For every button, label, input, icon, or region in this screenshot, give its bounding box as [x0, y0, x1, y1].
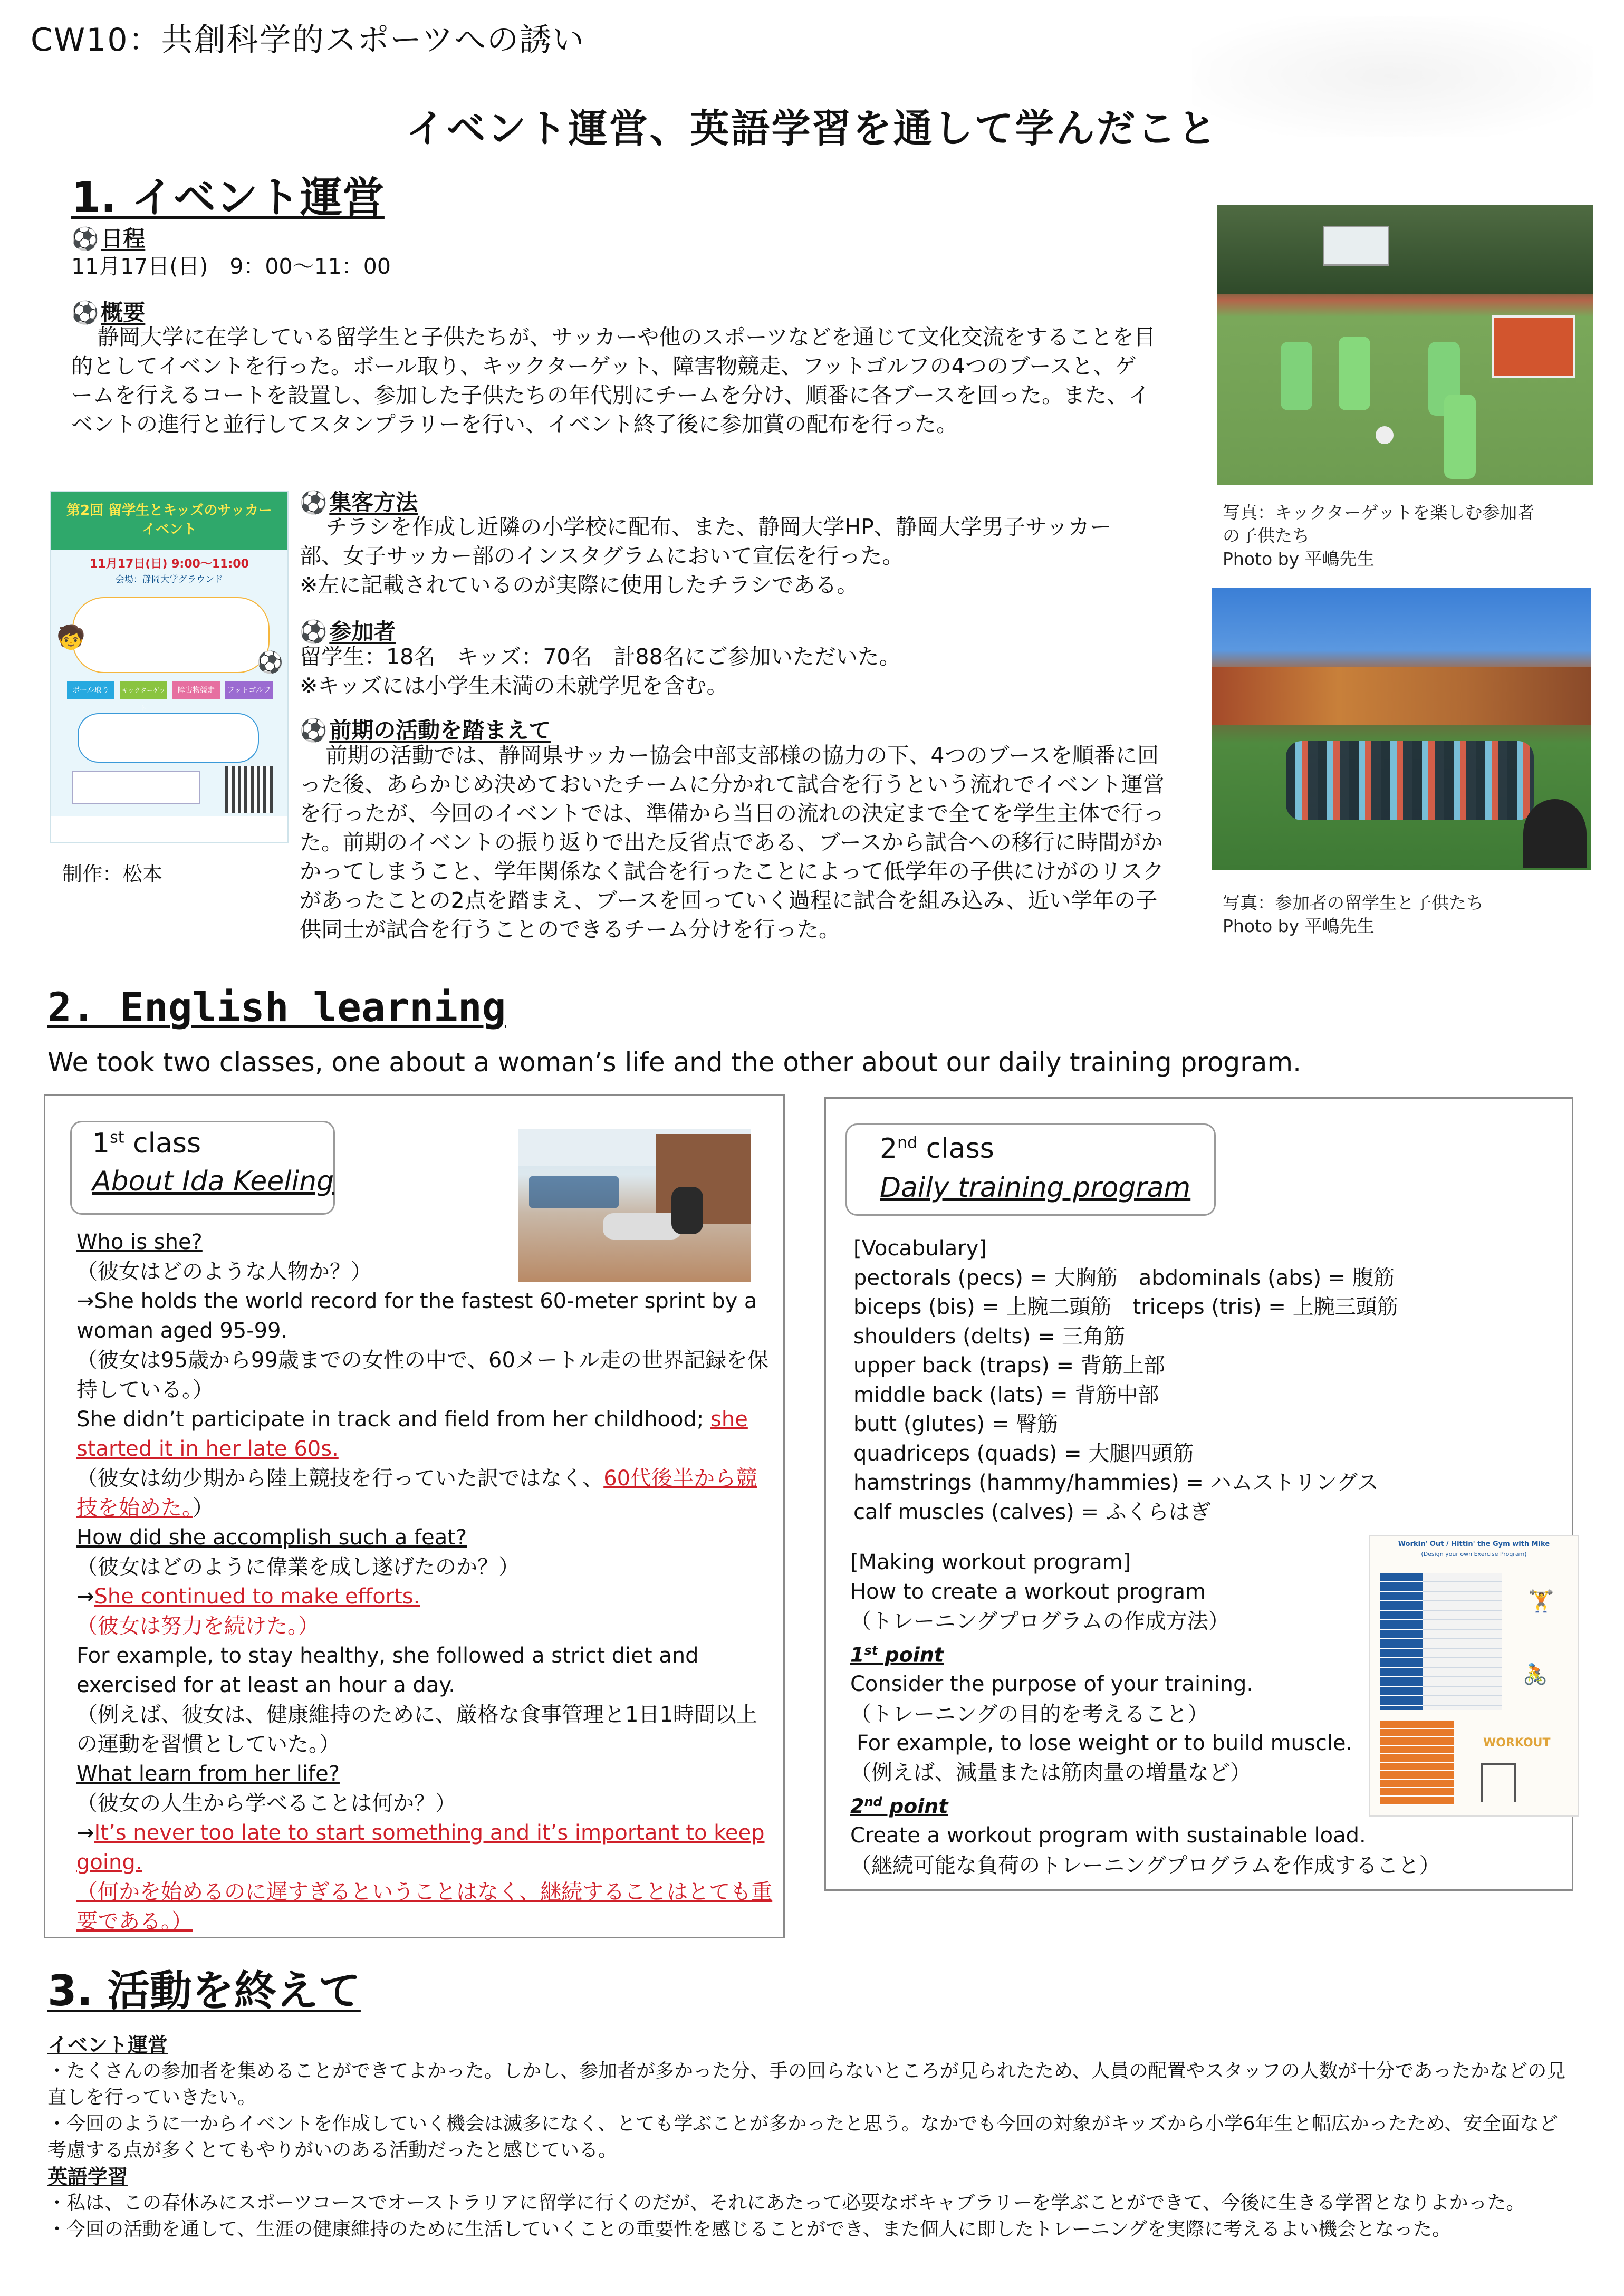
event-reflection-2: ・今回のように一からイベントを作成していく機会は滅多になく、とても学ぶことが多かったと思う。なかでも今回の対象がキッズから小学6年生と幅広かったため、安全面など考慮する点が多くとてもやりがいのある活動だったと感じている。: [47, 2113, 1559, 2161]
how-ja: （トレーニングプログラムの作成方法）: [850, 1609, 1229, 1634]
soccer-ball-icon: ⚽: [300, 489, 328, 515]
vocab-item: biceps (bis) = 上腕二頭筋 triceps (tris) = 上腕三頭筋: [853, 1295, 1398, 1319]
section3-heading: 3. 活動を終えて: [47, 1966, 361, 2015]
recruit-text: [300, 513, 1122, 600]
section3-content: [47, 2032, 1567, 2243]
participants-note: ※キッズには小学生未満の未就学児を含む。: [300, 673, 728, 698]
q3-ja: （彼女の人生から学べることは何か？）: [76, 1791, 456, 1815]
photo2-credit: Photo by 平嶋先生: [1223, 916, 1375, 936]
how-to-create: How to create a workout program: [850, 1579, 1206, 1604]
point1-text: Consider the purpose of your training.: [850, 1672, 1254, 1697]
event-reflection-1: ・たくさんの参加者を集めることができてよかった。しかし、参加者が多かった分、手の回らないところが見られたため、人員の配置やスタッフの人数が十分であったかなどの見直しを行っていきたい。: [47, 2060, 1566, 2108]
flyer-banner: 第2回 留学生とキッズのサッカーイベント: [66, 503, 273, 537]
kick-target-photo: [1217, 205, 1593, 485]
section1-heading: 1. イベント運営: [71, 173, 385, 222]
page-title: イベント運営、英語学習を通して学んだこと: [406, 106, 1218, 151]
worksheet-subtitle: (Design your own Exercise Program): [1421, 1551, 1527, 1558]
previous-text: 前期の活動では、静岡県サッカー協会中部支部様の協力の下、4つのブースを順番に回った後、あらかじめ決めておいたチームに分かれて試合を行うという流れでイベント運営を行ったが、今回のイベントでは、準備から当日の流れの決定まで全てを学生主体で行った。前期のイベントの振り返りで出た反省点である、ブースから試合への移行に時間がかかってしまうこと、学年関係なく試合を行ったことによって低学年の子供にけがのリスクがあったことの2点を踏まえ、ブースを回っていく過程に試合を組み込み、近い学年の子供同士が試合を行うことのできるチーム分けを行った。: [300, 743, 1165, 942]
event-flyer: [50, 491, 289, 843]
vocabulary-list: [853, 1234, 1560, 1527]
vocab-item: shoulders (delts) = 三角筋: [853, 1324, 1125, 1349]
second-point-label: 2nd point: [850, 1794, 948, 1818]
vocab-item: butt (glutes) = 臀筋: [853, 1412, 1058, 1436]
soccer-ball-icon: ⚽: [300, 619, 328, 645]
english-reflection-2: ・今回の活動を通して、生涯の健康維持のために生活していくことの重要性を感じることができ、また個人に即したトレーニングを実際に考えるよい機会となった。: [47, 2218, 1452, 2240]
q1-who-is-she: Who is she?: [76, 1230, 203, 1254]
course-header: CW10：共創科学的スポーツへの誘い: [31, 22, 585, 59]
class2-subtitle: Daily training program: [880, 1172, 1191, 1204]
point2-text: Create a workout program with sustainable load.: [850, 1823, 1366, 1848]
point1-example-ja: （例えば、減量または筋肉量の増量など）: [850, 1761, 1251, 1785]
vocab-item: hamstrings (hammy/hammies) = ハムストリングス: [853, 1471, 1379, 1495]
a2-ja: （彼女は幼少期から陸上競技を行っていた訳ではなく、60代後半から競技を始めた。）: [76, 1466, 757, 1520]
photo1-caption: [1223, 501, 1534, 571]
point1-ja: （トレーニングの目的を考えること）: [850, 1702, 1209, 1726]
flyer-kids-icon: 🧒: [56, 624, 85, 651]
recruit-body: チラシを作成し近隣の小学校に配布、また、静岡大学HP、静岡大学男子サッカー部、女子サッカー部のインスタグラムにおいて宣伝を行った。: [300, 514, 1111, 569]
a4-example: For example, to stay healthy, she followed a strict diet and exercised for at least an hour a day.: [76, 1644, 699, 1697]
flyer-booth-2: キックターゲット: [120, 681, 167, 699]
previous-label: ⚽前期の活動を踏まえて: [300, 717, 551, 743]
vocab-item: upper back (traps) = 背筋上部: [853, 1353, 1165, 1378]
event-reflection-title: イベント運営: [47, 2033, 168, 2057]
participants-text: [300, 642, 1143, 700]
participants-label: ⚽参加者: [300, 619, 396, 645]
q2-ja: （彼女はどのように偉業を成し遂げたのか？）: [76, 1555, 520, 1579]
class2-number: 2nd class: [880, 1133, 994, 1165]
flyer-booth-4: フットゴルフ: [225, 681, 273, 699]
vocab-item: calf muscles (calves) = ふくらはぎ: [853, 1500, 1211, 1524]
schedule-text: 11月17日(日) 9：00〜11：00: [71, 254, 391, 279]
soccer-ball-icon: ⚽: [71, 226, 99, 252]
q1-ja: （彼女はどのような人物か？）: [76, 1260, 372, 1284]
flyer-credit: 制作：松本: [62, 862, 163, 886]
dumbbell-icon: 🏋: [1528, 1589, 1554, 1613]
photo1-caption-line2: の子供たち: [1223, 525, 1310, 546]
a5-ja: （何かを始めるのに遅すぎるということはなく、継続することはとても重要である。）: [76, 1880, 773, 1934]
overview-label: ⚽概要: [71, 300, 146, 325]
a3-efforts: →She continued to make efforts.: [76, 1584, 420, 1609]
point2-ja: （継続可能な負荷のトレーニングプログラムを作成すること）: [850, 1853, 1440, 1878]
point1-example: For example, to lose weight or to build muscle.: [857, 1731, 1353, 1755]
a3-ja: （彼女は努力を続けた。）: [76, 1614, 319, 1638]
vocab-title: [Vocabulary]: [853, 1236, 987, 1261]
soccer-ball-icon: ⚽: [300, 717, 328, 743]
first-point-label: 1st point: [850, 1643, 944, 1667]
recruit-note: ※左に記載されているのが実際に使用したチラシである。: [300, 572, 859, 598]
worksheet-title: Workin' Out / Hittin' the Gym with Mike: [1398, 1540, 1550, 1548]
gym-rack-icon: [1481, 1763, 1516, 1802]
class1-content: [76, 1227, 773, 1936]
vocab-item: middle back (lats) = 背筋中部: [853, 1382, 1159, 1407]
photo2-caption: [1223, 891, 1484, 938]
a4-ja: （例えば、彼女は、健康維持のために、厳格な食事管理と1日1時間以上の運動を習慣としていた。）: [76, 1703, 757, 1756]
a1-world-record: →She holds the world record for the fastest 60-meter sprint by a woman aged 95-99.: [76, 1289, 757, 1343]
flyer-booth-3: 障害物競走: [172, 681, 220, 699]
a1-ja: （彼女は95歳から99歳までの女性の中で、60メートル走の世界記録を保持している。）: [76, 1348, 768, 1402]
recruit-label: ⚽集客方法: [300, 489, 418, 515]
class1-subtitle: About Ida Keeling: [92, 1166, 334, 1197]
flyer-ball-icon: ⚽: [257, 650, 283, 675]
a5-never-too-late: →It’s never too late to start something and it’s important to keep going.: [76, 1821, 765, 1875]
participants-body: 留学生：18名 キッズ：70名 計88名にご参加いただいた。: [300, 644, 901, 669]
flyer-qr-code: [225, 766, 273, 813]
a2-track-field: She didn’t participate in track and field from her childhood; she started it in her late 60s.: [76, 1407, 748, 1461]
soccer-ball-icon: ⚽: [71, 300, 99, 325]
q2-accomplish: How did she accomplish such a feat?: [76, 1525, 467, 1550]
worksheet-label: WORKOUT: [1483, 1736, 1551, 1750]
class1-number: 1st class: [92, 1128, 201, 1159]
flyer-booth-1: ボール取り: [67, 681, 114, 699]
flyer-place: 会場：静岡大学グラウンド: [116, 574, 223, 585]
flyer-date: 11月17日(日) 9:00〜11:00: [90, 558, 249, 571]
q3-learn: What learn from her life?: [76, 1762, 340, 1786]
bike-icon: 🚴: [1523, 1663, 1548, 1686]
photo1-credit: Photo by 平嶋先生: [1223, 549, 1375, 569]
section2-heading: 2. English learning: [47, 984, 506, 1031]
overview-text: 静岡大学に在学している留学生と子供たちが、サッカーや他のスポーツなどを通じて文化交流をすることを目的としてイベントを行った。ボール取り、キックターゲット、障害物競走、フットゴルフの4つのブースと、ゲームを行えるコートを設置し、参加した子供たちの年代別にチームを分け、順番に各ブースを回った。また、イベントの進行と並行してスタンプラリーを行い、イベント終了後に参加賞の配布を行った。: [71, 324, 1156, 437]
english-reflection-title: 英語学習: [47, 2165, 128, 2188]
vocab-item: pectorals (pecs) = 大胸筋 abdominals (abs) = 腹筋: [853, 1265, 1395, 1290]
group-photo: [1212, 588, 1591, 870]
making-title: [Making workout program]: [850, 1550, 1131, 1574]
workout-worksheet-thumbnail: [1369, 1535, 1579, 1817]
vocab-item: quadriceps (quads) = 大腿四頭筋: [853, 1441, 1194, 1466]
photo1-caption-line1: 写真：キックターゲットを楽しむ参加者: [1223, 502, 1535, 523]
english-reflection-1: ・私は、この春休みにスポーツコースでオーストラリアに留学に行くのだが、それにあたって必要なボキャブラリーを学ぶことができて、今後に生きる学習となりよかった。: [47, 2192, 1525, 2214]
schedule-label: ⚽日程: [71, 226, 146, 252]
photo2-caption-line1: 写真：参加者の留学生と子供たち: [1223, 892, 1484, 913]
section2-intro: We took two classes, one about a woman’s life and the other about our daily training program.: [47, 1047, 1301, 1078]
